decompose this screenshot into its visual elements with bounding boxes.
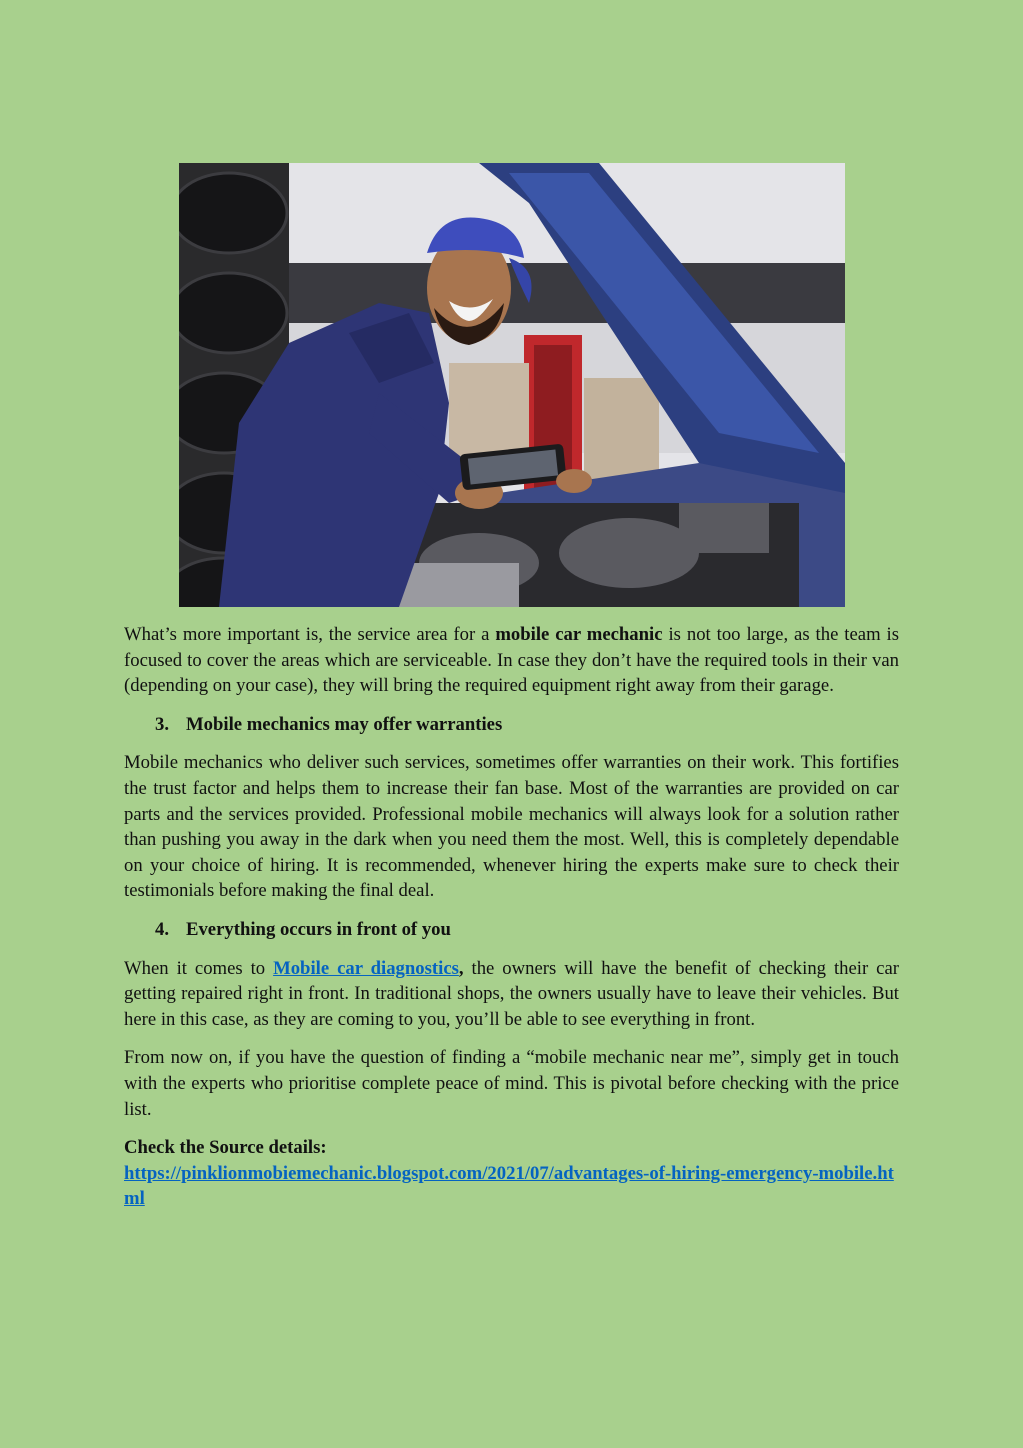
mechanic-photo-icon <box>179 163 845 607</box>
paragraph-text: the owners will have the benefit of checking their car getting repaired right in front. In traditional shops, the owners usually have to leave their vehicles. But here in this case, as they are coming to you, you’ll be able to see everything in front. <box>124 957 899 1030</box>
punctuation: , <box>458 957 464 979</box>
list-number: 3. <box>155 713 170 735</box>
article-body <box>124 622 899 1212</box>
heading-text: Mobile mechanics may offer warranties <box>186 713 503 735</box>
list-number: 4. <box>155 918 170 940</box>
source-label: Check the Source details: <box>124 1137 327 1159</box>
paragraph-diagnostics <box>124 956 899 1033</box>
paragraph-near-me: From now on, if you have the question of finding a “mobile mechanic near me”, simply get in touch with the experts who prioritise complete peace of mind. This is pivotal before checking with the price list. <box>124 1047 899 1120</box>
heading-text: Everything occurs in front of you <box>186 918 451 940</box>
mechanic-photo <box>179 163 845 607</box>
paragraph-warranties: Mobile mechanics who deliver such services, sometimes offer warranties on their work. This fortifies the trust factor and helps them to increase their fan base. Most of the warranties are provided on car parts and the services provided. Professional mobile mechanics will always look for a solution rather than pushing you away in the dark when you need them the most. Well, this is completely dependable on your choice of hiring. It is recommended, whenever hiring the experts make sure to check their testimonials before making the final deal. <box>124 752 899 902</box>
paragraph-text: What’s more important is, the service area for a <box>124 624 496 645</box>
paragraph-service-area <box>124 622 899 699</box>
paragraph-text: When it comes to <box>124 957 274 979</box>
paragraph-text: is not too large, as the team is focused to cover the areas which are serviceable. In case they don’t have the required tools in their van (depending on your case), they will bring the required equipment right away from their garage. <box>124 624 899 697</box>
source-url-link[interactable]: https://pinklionmobiemechanic.blogspot.com/2021/07/advantages-of-hiring-emergency-mobile.html <box>124 1162 894 1210</box>
source-section <box>124 1135 899 1212</box>
bold-keyword: mobile car mechanic <box>495 624 663 645</box>
heading-warranties <box>124 712 899 738</box>
mobile-car-diagnostics-link[interactable]: Mobile car diagnostics <box>273 957 459 979</box>
heading-in-front <box>124 917 899 943</box>
